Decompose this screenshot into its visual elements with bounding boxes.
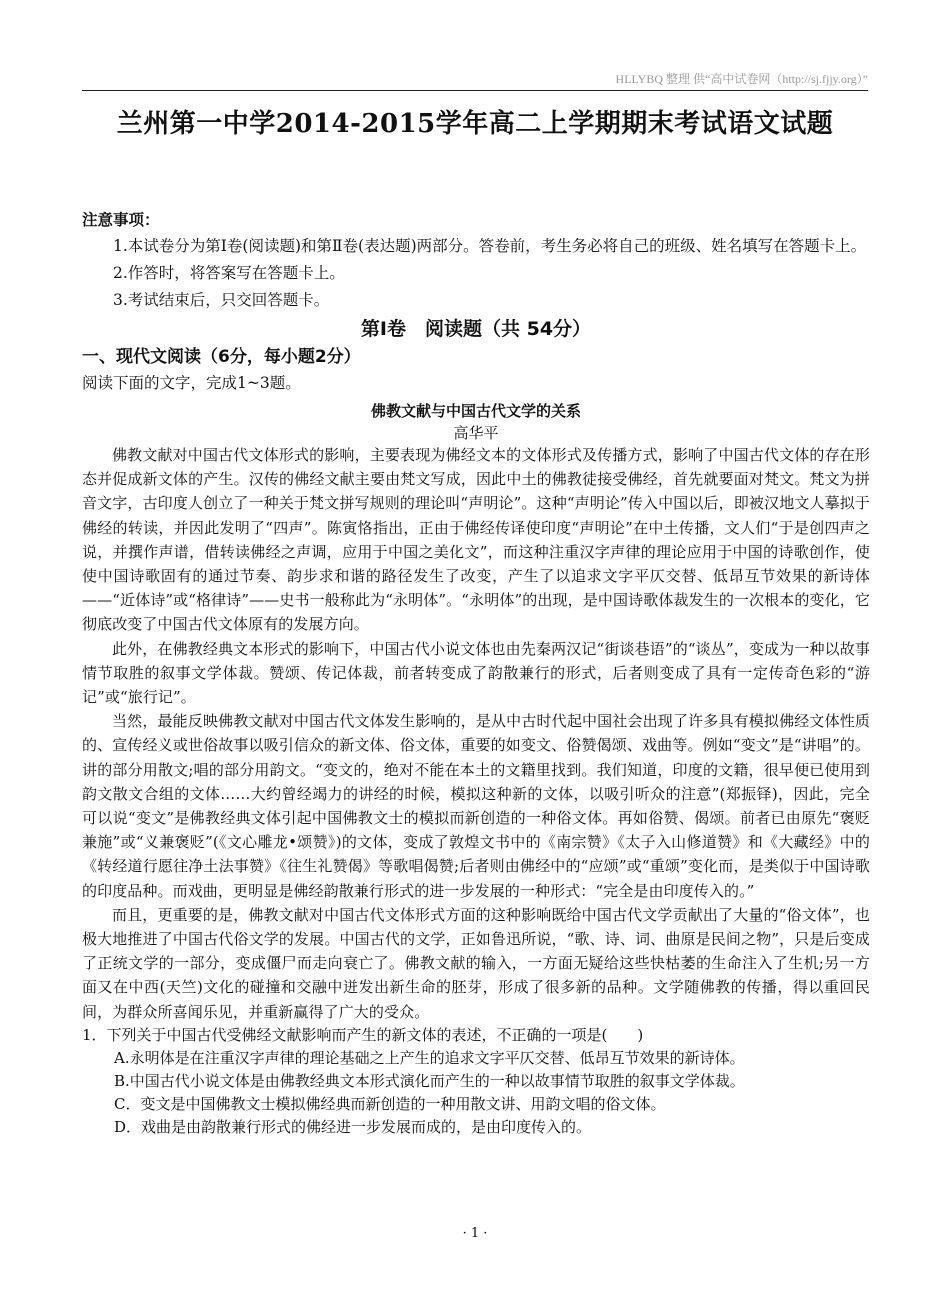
- page-content: [82, 206, 870, 1139]
- part1-heading: 一、现代文阅读（6分，每小题2分）: [82, 347, 361, 367]
- article-paragraph-3: 当然，最能反映佛教文献对中国古代文体发生影响的，是从中古时代起中国社会出现了许多具有模拟佛经文体性质的、宣传经义或世俗故事以吸引信众的新文体、俗文体，重要的如变文、俗赞偈颂、戏曲等。例如“变文”是“讲唱”的。讲的部分用散文;唱的部分用韵文。“变文的，绝对不能在本土的文籍里找到。我们知道，印度的文籍，很早便已使用到韵文散文合组的文体……大约曾经竭力的讲经的时候，模拟这种新的文体，以吸引听众的注意”(郑振铎)，因此，完全可以说“变文”是佛教经典文体引起中国佛教文士的模拟而新创造的一种俗文体。再如俗赞、偈颂。前者已由原先“褒贬兼施”或“义兼褒贬”(《文心雕龙•颂赞》)的文体，变成了敦煌文书中的《南宗赞》《太子入山修道赞》和《大藏经》中的《转经道行愿往净土法事赞》《往生礼赞偈》等歌唱偈赞;后者则由佛经中的“应颂”或“重颂”变化而，是类似于中国诗歌的印度品种。而戏曲，更明显是佛经韵散兼行形式的进一步发展的一种形式：“完全是由印度传入的。”: [82, 712, 870, 900]
- article-author: 高华平: [453, 424, 499, 442]
- header-source-note: HLLYBQ 整理 供“高中试卷网（http://sj.fjjy.org）”: [615, 72, 868, 86]
- article-paragraph-4: 而且，更重要的是，佛教文献对中国古代文体形式方面的这种影响既给中国古代文学贡献出了大量的“俗文体”，也极大地推进了中国古代俗文学的发展。中国古代的文学，正如鲁迅所说，“歌、诗、词、曲原是民间之物”，只是后变成了正统文学的一部分，变成僵尸而走向衰亡了。佛教文献的输入，一方面无疑给这些快枯萎的生命注入了生机;另一方面又在中西(天竺)文化的碰撞和交融中迸发出新生命的胚芽，形成了很多新的品种。文学随佛教的传播，得以重回民间，为群众所喜闻乐见，并重新赢得了广大的受众。: [82, 905, 870, 1021]
- question-1: [82, 1024, 870, 1139]
- article-paragraph-2: 此外，在佛教经典文本形式的影响下，中国古代小说文体也由先秦两汉记“街谈巷语”的“谈丛”，变成为一种以故事情节取胜的叙事文学体裁。赞颂、传记体裁，前者转变成了韵散兼行的形式，后者则变成了具有一定传奇色彩的“游记”或“旅行记”。: [82, 639, 870, 707]
- note-item-2: 2.作答时，将答案写在答题卡上。: [113, 264, 345, 282]
- note-item-3: 3.考试结束后，只交回答题卡。: [113, 291, 330, 309]
- question-1-option-c: C．变文是中国佛教文士模拟佛经典而新创造的一种用散文讲、用韵文唱的俗文体。: [114, 1094, 666, 1113]
- header-divider: [82, 90, 868, 91]
- notes-heading: 注意事项：: [82, 210, 160, 229]
- article-paragraph-1: 佛教文献对中国古代文体形式的影响，主要表现为佛经文本的文体形式及传播方式，影响了中国古代文体的存在形态并促成新文体的产生。汉传的佛经文献主要由梵文写成，因此中土的佛教徒接受佛经，首先就要面对梵文。梵文为拼音文字，古印度人创立了一种关于梵文拼写规则的理论叫“声明论”。这种“声明论”传入中国以后，即被汉地文人摹拟于佛经的转读，并因此发明了“四声”。陈寅恪指出，正由于佛经传译使印度“声明论”在中土传播，文人们“于是创四声之说，并撰作声谱，借转读佛经之声调，应用于中国之美化文”，而这种注重汉字声律的理论应用于中国的诗歌创作，使使中国诗歌固有的通过节奏、韵步求和谐的路径发生了改变，产生了以追求文字平仄交替、低昂互节效果的新诗体——“近体诗”或“格律诗”——史书一般称此为“永明体”。“永明体”的出现，是中国诗歌体裁发生的一次根本的变化，它彻底改变了中国古代文体原有的发展方向。: [82, 446, 870, 634]
- question-1-option-a: A.永明体是在注重汉字声律的理论基础之上产生的追求文字平仄交替、低昂互节效果的新诗体。: [114, 1048, 745, 1067]
- exam-title: 兰州第一中学2014-2015学年高二上学期期末考试语文试题: [116, 109, 834, 139]
- article-title: 佛教文献与中国古代文学的关系: [370, 402, 581, 420]
- section-title: 第Ⅰ卷 阅读题（共 54分）: [360, 318, 592, 340]
- page-number: · 1 ·: [462, 1226, 488, 1241]
- article-body: [82, 443, 870, 1024]
- question-1-stem: 1．下列关于中国古代受佛经文献影响而产生的新文体的表述，不正确的一项是( ): [82, 1025, 644, 1044]
- question-1-option-d: D．戏曲是由韵散兼行形式的佛经进一步发展而成的，是由印度传入的。: [114, 1117, 592, 1136]
- note-item-1: 1.本试卷分为第Ⅰ卷(阅读题)和第Ⅱ卷(表达题)两部分。答卷前，考生务必将自己的班级、姓名填写在答题卡上。: [113, 237, 867, 255]
- reading-instruction: 阅读下面的文字，完成1~3题。: [82, 374, 301, 392]
- question-1-option-b: B.中国古代小说文体是由佛教经典文本形式演化而产生的一种以故事情节取胜的叙事文学体裁。: [114, 1071, 745, 1090]
